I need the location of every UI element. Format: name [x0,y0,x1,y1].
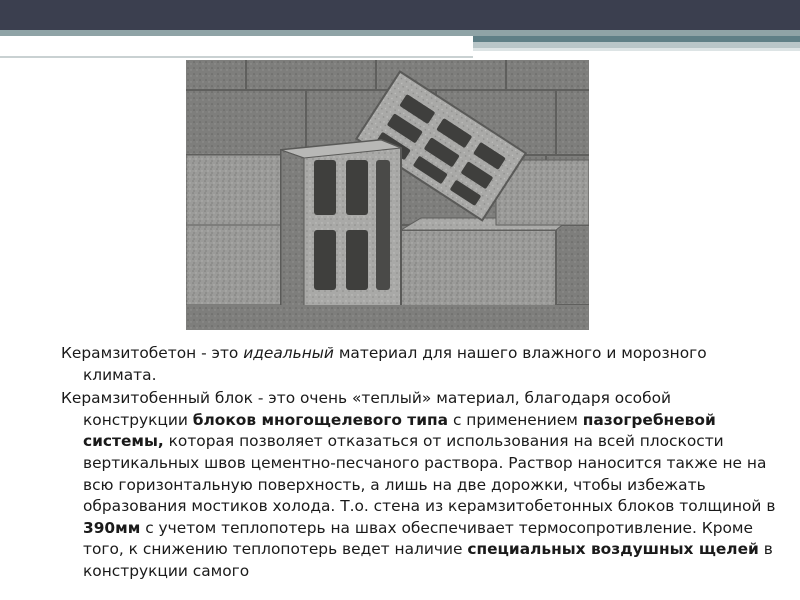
text-segment-bold: пазогребневой системы, [83,410,716,451]
text-segment: Керамзитобенный блок - это очень «теплый» материал, благодаря особой конструкции [61,389,671,429]
concrete-blocks-illustration [186,60,589,330]
paragraph-block-description [61,388,776,582]
text-segment-bold: специальных воздушных щелей [467,540,759,559]
concrete-blocks-photo [186,60,589,330]
text-segment: с применением [448,410,583,429]
text-segment: в конструкции самого [83,540,773,580]
slide-header-bar [0,0,800,30]
text-segment: с учетом теплопотерь на швах обеспечивает термосопротивление. Кроме того, к снижению теплопотерь ведет наличие [83,518,753,559]
title-band [0,36,473,58]
title-band-shadow [0,56,473,58]
paragraph-expanded-clay-concrete [61,343,776,386]
text-segment-bold: 390мм [83,518,141,537]
text-segment: материал для нашего влажного и морозного климата. [83,344,707,384]
text-segment: Керамзитобетон - это [61,344,244,362]
slide-body-text [61,343,776,585]
text-segment: которая позволяет отказаться от использования на всей плоскости вертикальных швов цементно-песчаного раствора. Раствор наносится также не на всю горизонтальную поверхность, а лишь на две дорожки, чтобы избежать образования мостиков холода. Т.о. стена из керамзитобетонных блоков толщиной в [83,432,776,516]
text-segment-italic: идеальный [243,344,334,362]
text-segment-bold: блоков многощелевого типа [192,410,449,429]
